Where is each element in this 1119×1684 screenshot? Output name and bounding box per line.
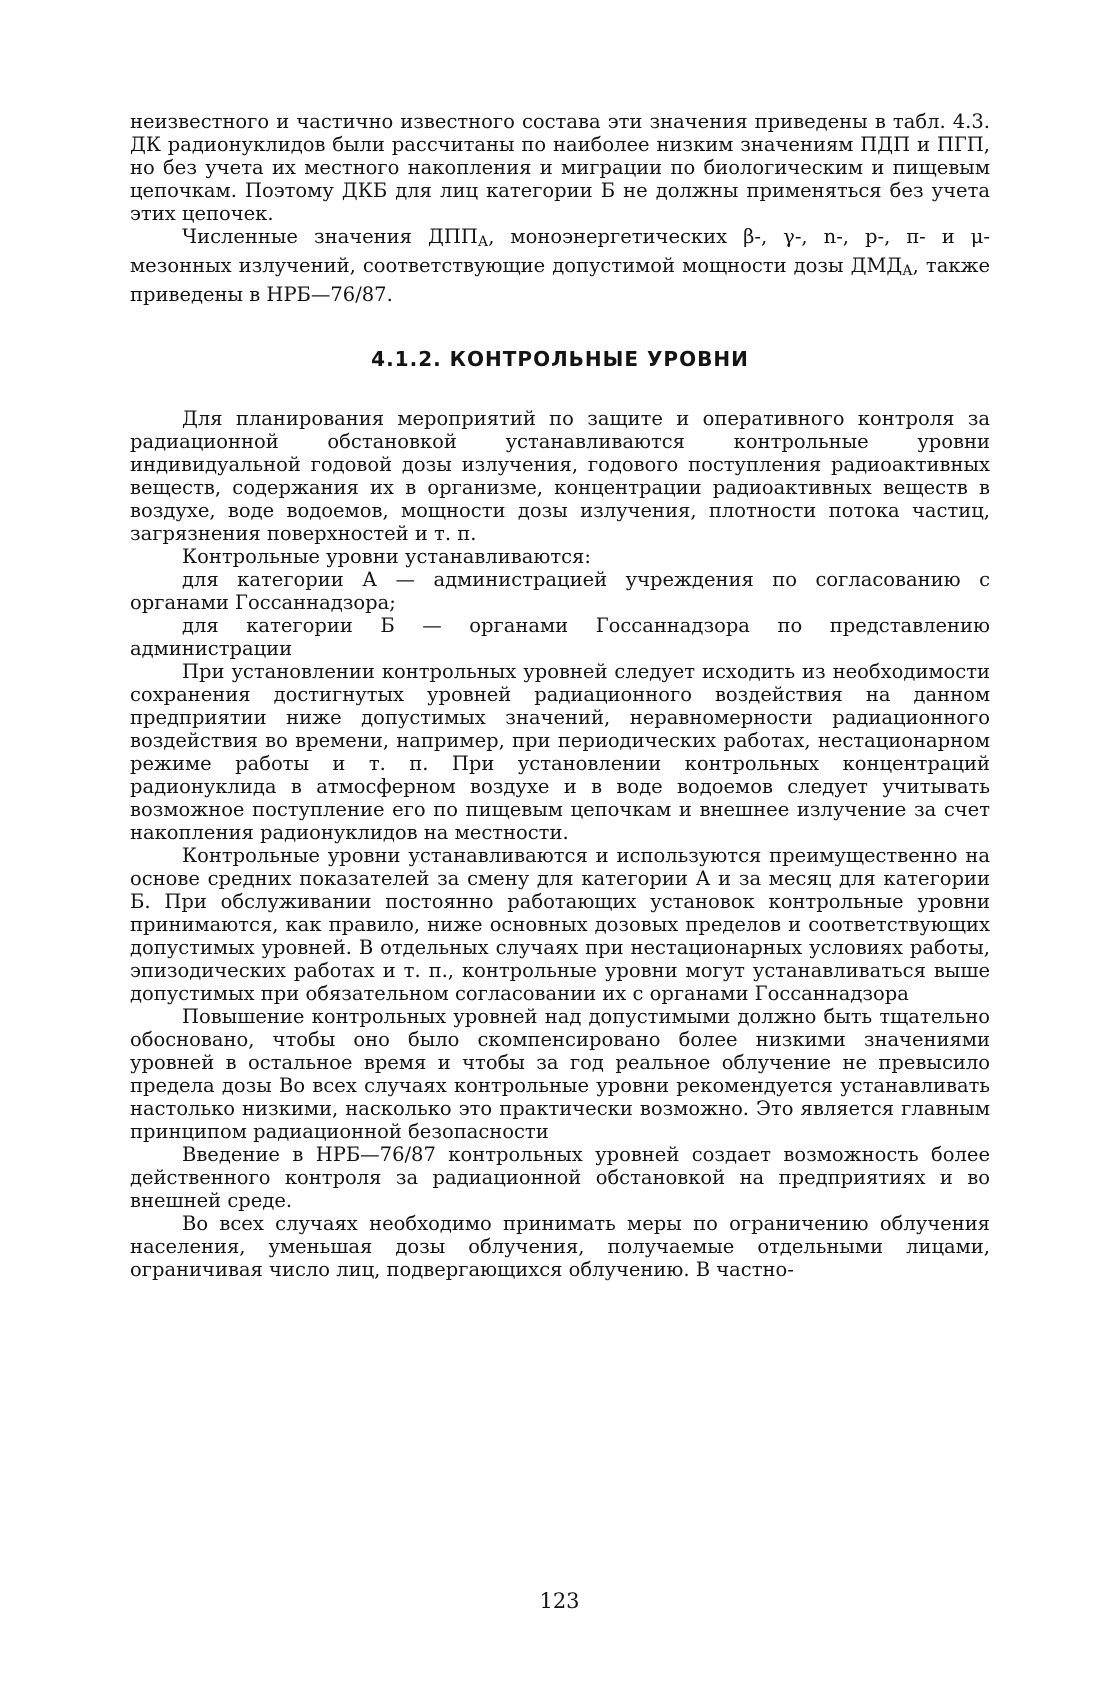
page-number: 123 — [539, 1589, 580, 1613]
page-text — [130, 110, 990, 1281]
paragraph: Контрольные уровни устанавливаются: — [182, 545, 591, 568]
paragraph: Введение в НРБ—76/87 контрольных уровней создает возможность более действенного контроля за радиационной обстановкой на предприятиях и во внешней среде. — [130, 1143, 990, 1212]
paragraph: Во всех случаях необходимо принимать меры по ограничению облучения населения, уменьшая дозы облучения, получаемые отдельными лицами, ограничивая число лиц, подвергающихся облучению. В частно- — [130, 1212, 990, 1281]
subscript: А — [477, 234, 489, 250]
paragraph-values-text-3: , также приведены в НРБ—76/87. — [130, 254, 990, 306]
paragraph-values-text: Численные значения ДПП — [182, 225, 478, 248]
paragraph: для категории Б — органами Госсаннадзора по представлению администрации — [130, 614, 990, 660]
subscript-2: А — [902, 263, 913, 279]
paragraph-continued: неизвестного и частично известного состава эти значения приведены в табл. 4.3. ДК радионуклидов были рассчитаны по наиболее низким значениям ПДП и ПГП, но без учета их местного накопления и миграции по биологическим и пищевым цепочкам. Поэтому ДКБ для лиц категории Б не должны применяться без учета этих цепочек. — [130, 110, 990, 225]
paragraph-values — [130, 225, 990, 306]
section-heading: 4.1.2. КОНТРОЛЬНЫЕ УРОВНИ — [371, 347, 749, 371]
paragraph: При установлении контрольных уровней следует исходить из необходимости сохранения достигнутых уровней радиационного воздействия на данном предприятии ниже допустимых значений, неравномерности радиационного воздействия во времени, например, при периодических работах, нестационарном режиме работы и т. п. При установлении контрольных концентраций радионуклида в атмосферном воздухе и в воде водоемов следует учитывать возможное поступление его по пищевым цепочкам и внешнее излучение за счет накопления радионуклидов на местности. — [130, 660, 990, 844]
paragraph: Контрольные уровни устанавливаются и используются преимущественно на основе средних показателей за смену для категории А и за месяц для категории Б. При обслуживании постоянно работающих установок контрольные уровни принимаются, как правило, ниже основных дозовых пределов и соответствующих допустимых уровней. В отдельных случаях при нестационарных условиях работы, эпизодических работах и т. п., контрольные уровни могут устанавливаться выше допустимых при обязательном согласовании их с органами Госсаннадзора — [130, 844, 990, 1005]
paragraph-values-text-2: , моноэнергетических β-, γ-, n-, p-, π- и μ-мезонных излучений, соответствующие допустимой мощности дозы ДМД — [130, 225, 990, 277]
paragraph: для категории А — администрацией учреждения по согласованию с органами Госсаннадзора; — [130, 568, 990, 614]
paragraph: Повышение контрольных уровней над допустимыми должно быть тщательно обосновано, чтобы оно было скомпенсировано более низкими значениями уровней в остальное время и чтобы за год реальное облучение не превысило предела дозы Во всех случаях контрольные уровни рекомендуется устанавливать настолько низкими, насколько это практически возможно. Это является главным принципом радиационной безопасности — [130, 1005, 990, 1143]
paragraph: Для планирования мероприятий по защите и оперативного контроля за радиационной обстановкой устанавливаются контрольные уровни индивидуальной годовой дозы излучения, годового поступления радиоактивных веществ, содержания их в организме, концентрации радиоактивных веществ в воздухе, воде водоемов, мощности дозы излучения, плотности потока частиц, загрязнения поверхностей и т. п. — [130, 407, 990, 545]
